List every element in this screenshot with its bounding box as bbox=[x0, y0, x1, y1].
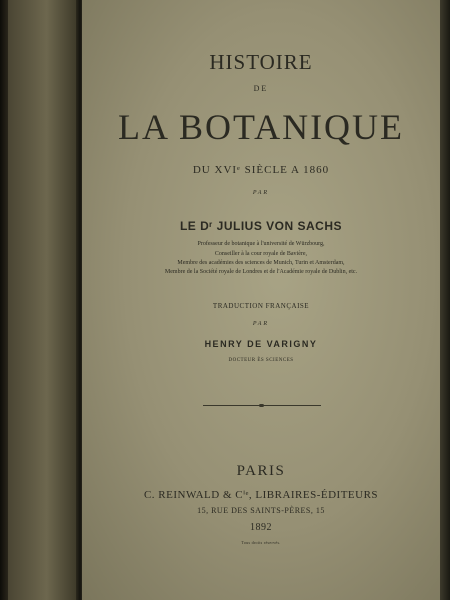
left-page-edge bbox=[8, 0, 78, 600]
publisher-address: 15, RUE DES SAINTS-PÈRES, 15 bbox=[197, 506, 325, 515]
by-label: PAR bbox=[252, 190, 270, 196]
main-title: LA BOTANIQUE bbox=[117, 107, 405, 147]
publication-year: 1892 bbox=[250, 522, 272, 533]
title-connector: DE bbox=[253, 84, 269, 93]
rights-notice: Tous droits réservés. bbox=[241, 540, 281, 545]
author-name: LE Dʳ JULIUS VON SACHS bbox=[179, 219, 343, 233]
author-credential: Membre de la Société royale de Londres et de l'Académie royale de Dublin, etc. bbox=[164, 269, 358, 275]
author-credential: Professeur de botanique à l'université de Würzbourg, bbox=[197, 241, 325, 247]
title-top: HISTOIRE bbox=[209, 50, 313, 74]
ornamental-rule bbox=[203, 404, 321, 408]
book-spine bbox=[0, 0, 8, 600]
translator-degree: DOCTEUR ÈS SCIENCES bbox=[228, 358, 294, 363]
by-label: PAR bbox=[252, 321, 270, 327]
publication-city: PARIS bbox=[236, 463, 286, 479]
translation-note: TRADUCTION FRANÇAISE bbox=[212, 302, 310, 310]
publisher-name: C. REINWALD & Cⁱᵉ, LIBRAIRES-ÉDITEURS bbox=[143, 489, 379, 501]
period-subtitle: DU XVIᵉ SIÈCLE A 1860 bbox=[192, 164, 330, 176]
translator-name: HENRY DE VARIGNY bbox=[204, 339, 318, 349]
title-page bbox=[82, 0, 440, 600]
author-credential: Membre des académies des sciences de Munich, Turin et Amsterdam, bbox=[177, 260, 345, 266]
author-credential: Conseiller à la cour royale de Bavière, bbox=[214, 251, 308, 257]
right-page-edge bbox=[440, 0, 450, 600]
